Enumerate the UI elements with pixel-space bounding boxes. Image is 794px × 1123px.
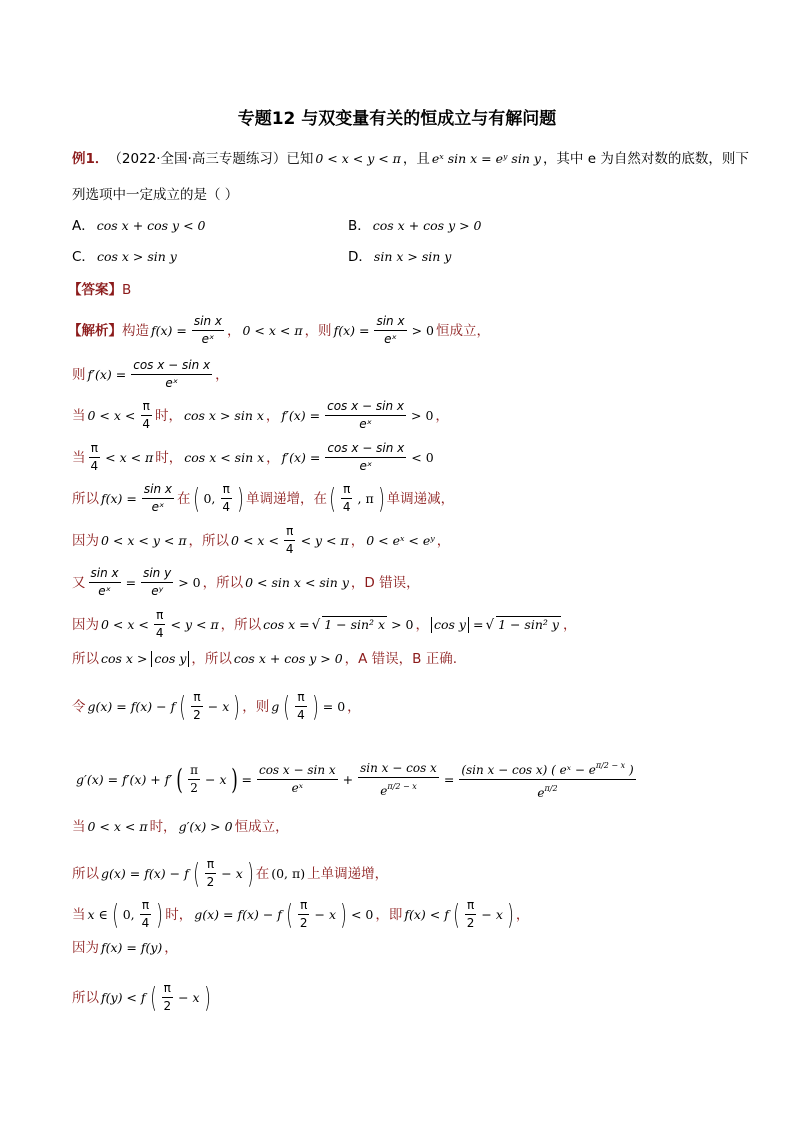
math-ypi: < y < π <box>170 616 219 632</box>
option-b-letter: B． <box>348 218 371 234</box>
analysis-line-8 <box>72 608 576 641</box>
math-interval: (0, π) <box>271 865 306 881</box>
den: eˣ <box>98 584 111 598</box>
math-minusx: − x <box>314 906 337 922</box>
option-b <box>348 217 484 235</box>
text-comma: ， <box>347 698 361 715</box>
num: sin x <box>192 314 224 331</box>
text-shi: 时， <box>155 449 183 466</box>
analysis-line-2 <box>72 358 229 391</box>
text-dang: 当 <box>72 906 86 923</box>
paren-left: ( <box>192 856 200 890</box>
num: π <box>341 482 352 499</box>
math-gt0: > 0 <box>411 407 434 423</box>
fraction-pi-2 <box>188 763 200 796</box>
fraction-pi-4 <box>154 608 166 641</box>
analysis-line-15 <box>72 939 178 957</box>
text-ling: 令 <box>72 698 86 715</box>
den: 4 <box>90 459 99 473</box>
text-shi: 时， <box>165 906 193 923</box>
paren-right: ) <box>312 689 319 723</box>
sqrt-expression: √ 1 − sin² y <box>485 616 559 633</box>
paren-left: ( <box>453 897 460 931</box>
math-lt0: < 0 <box>350 906 374 922</box>
num: π <box>221 482 232 499</box>
math-g: g <box>271 698 280 714</box>
paren-right: ) <box>233 689 241 723</box>
math-eq: = <box>241 771 252 787</box>
math-ypi: < y < π <box>300 532 349 548</box>
den: 2 <box>299 916 308 930</box>
math-exey: 0 < eˣ < eʸ <box>366 532 435 548</box>
text-dang: 当 <box>72 407 86 424</box>
math-eq: = <box>125 574 137 590</box>
math-gt0: > 0 <box>178 574 201 590</box>
text-inc: 单调递增，在 <box>245 490 327 507</box>
text-construct: 构造 <box>122 322 149 339</box>
math-interval-start: 0, <box>122 906 135 922</box>
math-minusx: − x <box>221 865 243 881</box>
text-yinwei: 因为 <box>72 532 99 549</box>
num: sin y <box>141 566 173 583</box>
math-cosx-lt: cos x < sin x <box>184 449 265 465</box>
paren-right: ) <box>230 762 238 796</box>
text-comma: ， <box>562 616 577 633</box>
paren-left: ( <box>329 481 336 515</box>
example-equation: eˣ sin x = eʸ sin y <box>431 151 541 166</box>
option-c-text: cos x > sin y <box>96 249 177 264</box>
math-eq: = <box>443 771 455 787</box>
math-xin: x ∈ <box>87 906 108 922</box>
fraction-sinx-ex <box>374 314 406 347</box>
e-base: e <box>380 783 388 798</box>
answer-label: 【答案】 <box>68 282 122 298</box>
text-suoyi: 所以 <box>72 651 99 667</box>
analysis-line-13 <box>72 857 388 890</box>
fraction-sinx-ex <box>192 314 224 347</box>
math-plus: + <box>342 771 354 787</box>
den: 2 <box>466 916 475 930</box>
sqrt-content: 1 − sin² y <box>498 617 559 632</box>
text-comma: ， <box>227 322 241 339</box>
text-suoyi: 所以 <box>72 989 99 1006</box>
num: π <box>295 690 306 707</box>
paren-right: ) <box>340 897 347 931</box>
num: cos x − sin x <box>257 763 338 780</box>
math-cosx-gt: cos x > sin x <box>184 407 264 423</box>
example-stem-b: ，且 <box>402 151 430 167</box>
num: π <box>89 441 100 458</box>
option-a-text: cos x + cos y < 0 <box>96 218 206 233</box>
text-shang-inc: 上单调递增， <box>307 865 389 882</box>
paren-right: ) <box>203 980 211 1014</box>
text-yinwei: 因为 <box>72 616 99 633</box>
text-suoyi: 所以 <box>72 865 99 882</box>
paren-left: ( <box>283 689 290 723</box>
fraction-derivative <box>325 441 406 474</box>
den: 4 <box>285 542 294 556</box>
math-fpx: f′(x) = <box>87 366 127 382</box>
fraction-sinx-ex <box>89 566 121 599</box>
analysis-line-4 <box>72 441 436 474</box>
text-you: 又 <box>72 574 86 591</box>
example-stem-a: 已知 <box>286 151 314 167</box>
analysis-line-12 <box>72 818 289 836</box>
text-comma: ， <box>350 532 365 549</box>
num: sin x <box>374 314 406 331</box>
num: π <box>154 608 165 625</box>
text-dang: 当 <box>72 819 86 835</box>
option-d <box>348 248 453 266</box>
paren-right: ) <box>507 897 514 931</box>
num: (sin x − cos x) ( eˣ − $e^{\pi/2 - x}$ ) <box>459 758 635 780</box>
math-gt0: > 0 <box>411 322 434 338</box>
den: 4 <box>141 916 150 930</box>
den: 2 <box>193 708 201 722</box>
example-stem-c: ，其中 e 为自然对数的底数，则下 <box>542 151 749 167</box>
text-dec: 单调递减， <box>386 490 455 507</box>
fraction-derivative <box>131 358 212 391</box>
paren-left: ( <box>149 980 157 1014</box>
analysis-line-7 <box>72 566 420 599</box>
text-zai: 在 <box>177 490 191 507</box>
text-yinwei: 因为 <box>72 940 99 956</box>
math-gx: g(x) = f(x) − f <box>87 698 176 714</box>
text-zai: 在 <box>255 865 270 882</box>
exponent: π/2 − x <box>387 781 417 791</box>
factor: (sin x − cos x) <box>461 763 548 777</box>
den: eˣ <box>359 417 372 431</box>
math-0x: 0 < x < <box>87 407 136 423</box>
exponent: π/2 − x <box>595 761 626 770</box>
den: 4 <box>155 626 164 640</box>
fraction-pi-2 <box>465 898 477 931</box>
math-range: 0 < x < π <box>87 819 148 834</box>
example-stem-line1 <box>72 150 749 168</box>
sqrt-expression: √ 1 − sin² x <box>311 616 386 633</box>
math-sinlt: 0 < sin x < sin y <box>245 574 349 590</box>
text-dang: 当 <box>72 449 86 466</box>
den: 4 <box>297 708 305 722</box>
example-condition: 0 < x < y < π <box>315 151 401 166</box>
text-comma: ， <box>415 616 429 633</box>
den: eˣ <box>201 332 215 346</box>
fraction-pi-2 <box>191 690 203 723</box>
fraction-siny-ey <box>141 566 173 599</box>
text-ze2: ，则 <box>242 698 270 715</box>
num: π <box>205 857 216 874</box>
fraction-pi-4 <box>220 482 232 515</box>
paren-right: ) <box>237 481 244 515</box>
den: eˣ <box>291 781 303 795</box>
fraction-pi-4 <box>284 524 296 557</box>
text-suoyi2: ，所以 <box>220 616 262 633</box>
text-comma: ， <box>164 940 178 956</box>
fraction-derivative <box>257 763 338 796</box>
analysis-line-6 <box>72 524 450 557</box>
math-fpx: f′(x) = <box>281 449 321 465</box>
math-range: 0 < x < y < π <box>101 532 187 548</box>
math-gt0: > 0 <box>391 616 414 632</box>
example-source: （2022·全国·高三专题练习） <box>108 151 287 167</box>
analysis-line-11 <box>74 758 639 801</box>
math-xpi: < x < π <box>105 449 154 465</box>
option-a <box>72 217 207 235</box>
math-gx: g(x) = f(x) − f <box>101 865 189 881</box>
option-c <box>72 248 179 266</box>
paren-left: ( <box>286 897 293 931</box>
paren-left: ( <box>111 897 119 931</box>
factor2: eˣ − e <box>559 763 596 777</box>
paren-left: ( <box>192 481 200 515</box>
text-shi: 时， <box>155 407 183 424</box>
math-sum: cos x + cos y > 0 <box>233 651 343 666</box>
text-suoyi2: ，所以 <box>202 574 244 591</box>
math-range: 0 < x < π <box>242 322 303 338</box>
example-stem-line2 <box>72 186 238 204</box>
abs-cosy: cos y <box>151 651 189 667</box>
fraction-pi-4 <box>341 482 353 515</box>
exponent: π/2 <box>544 784 558 793</box>
option-c-letter: C． <box>72 249 95 265</box>
option-d-letter: D． <box>348 249 372 265</box>
text-ab: ，A 错误，B 正确. <box>344 651 458 667</box>
sqrt-content: 1 − sin² x <box>324 617 386 632</box>
math-eq0: = 0 <box>322 698 346 714</box>
text-comma: ， <box>265 407 280 424</box>
num: sin x <box>142 482 174 499</box>
den <box>535 780 559 801</box>
text-then: ，则 <box>304 322 332 339</box>
analysis-label: 【解析】 <box>68 322 122 339</box>
math-0x: 0 < x < <box>231 532 279 548</box>
math-minusx: − x <box>207 698 230 714</box>
text-comma: ， <box>266 449 280 466</box>
math-interval-end: , π <box>357 490 374 506</box>
text-always: 恒成立， <box>435 322 490 339</box>
num: π <box>141 399 152 416</box>
math-minusx: − x <box>205 771 227 787</box>
text-comma: ， <box>435 407 449 424</box>
num: π <box>162 981 173 998</box>
math-cosx-gt: cos x > <box>101 651 148 666</box>
text-suoyi2: ，所以 <box>191 651 232 667</box>
analysis-line-5 <box>72 482 454 515</box>
math-fx: f(x) = <box>151 322 187 338</box>
num: sin x <box>89 566 121 583</box>
math-0x: 0 < x < <box>101 616 149 632</box>
den: 4 <box>142 417 151 431</box>
option-a-letter: A． <box>72 218 95 234</box>
math-interval-start: 0, <box>203 490 216 506</box>
analysis-line-16 <box>72 981 213 1014</box>
den: eˣ <box>359 459 373 473</box>
text-ze: 则 <box>72 366 86 383</box>
num: sin x − cos x <box>358 761 439 778</box>
den: eˣ <box>165 376 179 390</box>
math-fx: f(x) = <box>333 322 370 338</box>
text-always: 恒成立， <box>234 819 289 835</box>
num: cos x − sin x <box>131 358 212 375</box>
den: 2 <box>190 781 198 795</box>
analysis-line-14 <box>72 898 529 931</box>
den <box>378 778 418 799</box>
math-fylt: f(y) < f <box>101 989 146 1005</box>
text-ji: ，即 <box>375 906 403 923</box>
e-base: e <box>537 786 545 800</box>
den: eʸ <box>151 584 164 598</box>
analysis-line-9 <box>72 650 457 668</box>
math-gx: g(x) = f(x) − f <box>194 906 282 922</box>
example-label: 例1． <box>72 151 109 167</box>
text-d-wrong: ，D 错误， <box>350 574 420 591</box>
fraction-combined <box>459 758 635 801</box>
num: cos x − sin x <box>325 441 406 458</box>
analysis-line-10 <box>72 690 361 723</box>
math-gp: g′(x) = f′(x) + f′ <box>76 771 173 787</box>
math-fxlt: f(x) < f <box>404 906 449 922</box>
den: eˣ <box>151 500 165 514</box>
paren-left: ( <box>176 762 183 796</box>
math-minusx: − x <box>481 906 503 922</box>
num: π <box>298 898 309 915</box>
page-title: 专题12 与双变量有关的恒成立与有解问题 <box>237 109 557 129</box>
text-suoyi: 所以 <box>72 490 99 507</box>
text-comma: ， <box>515 906 530 923</box>
text-suoyi2: ，所以 <box>188 532 230 549</box>
text-comma: ， <box>215 366 229 383</box>
abs-cosy: cos y <box>431 617 469 633</box>
paren-right: ) <box>377 481 385 515</box>
fraction-derivative <box>325 399 406 432</box>
example-stem-d: 列选项中一定成立的是（ ） <box>72 187 239 203</box>
math-fpx: f′(x) = <box>281 407 321 423</box>
math-fxfy: f(x) = f(y) <box>101 940 163 955</box>
den: 2 <box>206 875 215 889</box>
fraction-second-term <box>358 761 439 799</box>
fraction-pi-2 <box>161 981 173 1014</box>
num: π <box>284 524 295 541</box>
fraction-pi-4 <box>295 690 307 723</box>
math-lt0: < 0 <box>411 449 434 465</box>
num: π <box>465 898 476 915</box>
math-fx: f(x) = <box>101 490 137 506</box>
fraction-pi-4 <box>89 441 101 474</box>
option-d-text: sin x > sin y <box>373 249 452 264</box>
answer-value: B <box>122 282 132 298</box>
num: π <box>140 898 151 915</box>
math-eq: = <box>472 616 484 632</box>
fraction-pi-2 <box>205 857 217 890</box>
analysis-line-1 <box>68 314 490 347</box>
num: π <box>191 690 202 707</box>
math-cosx: cos x = <box>263 616 310 632</box>
answer-line <box>68 281 131 299</box>
den: 4 <box>342 500 351 514</box>
text-comma: ， <box>436 532 451 549</box>
math-gp-gt: g′(x) > 0 <box>178 819 233 834</box>
paren-right: ) <box>246 856 254 890</box>
text-shi: 时， <box>149 819 177 835</box>
option-b-text: cos x + cos y > 0 <box>372 218 482 233</box>
den: eˣ <box>384 332 397 346</box>
analysis-line-3 <box>72 399 449 432</box>
paren-right: ) <box>156 897 164 931</box>
den: 2 <box>163 999 172 1013</box>
num: π <box>188 763 200 780</box>
fraction-sinx-ex <box>142 482 174 515</box>
den: 4 <box>222 500 231 514</box>
math-minusx: − x <box>178 989 200 1005</box>
num: cos x − sin x <box>325 399 406 416</box>
fraction-pi-2 <box>298 898 310 931</box>
fraction-pi-4 <box>140 898 152 931</box>
fraction-pi-4 <box>140 399 152 432</box>
paren-left: ( <box>179 689 186 723</box>
